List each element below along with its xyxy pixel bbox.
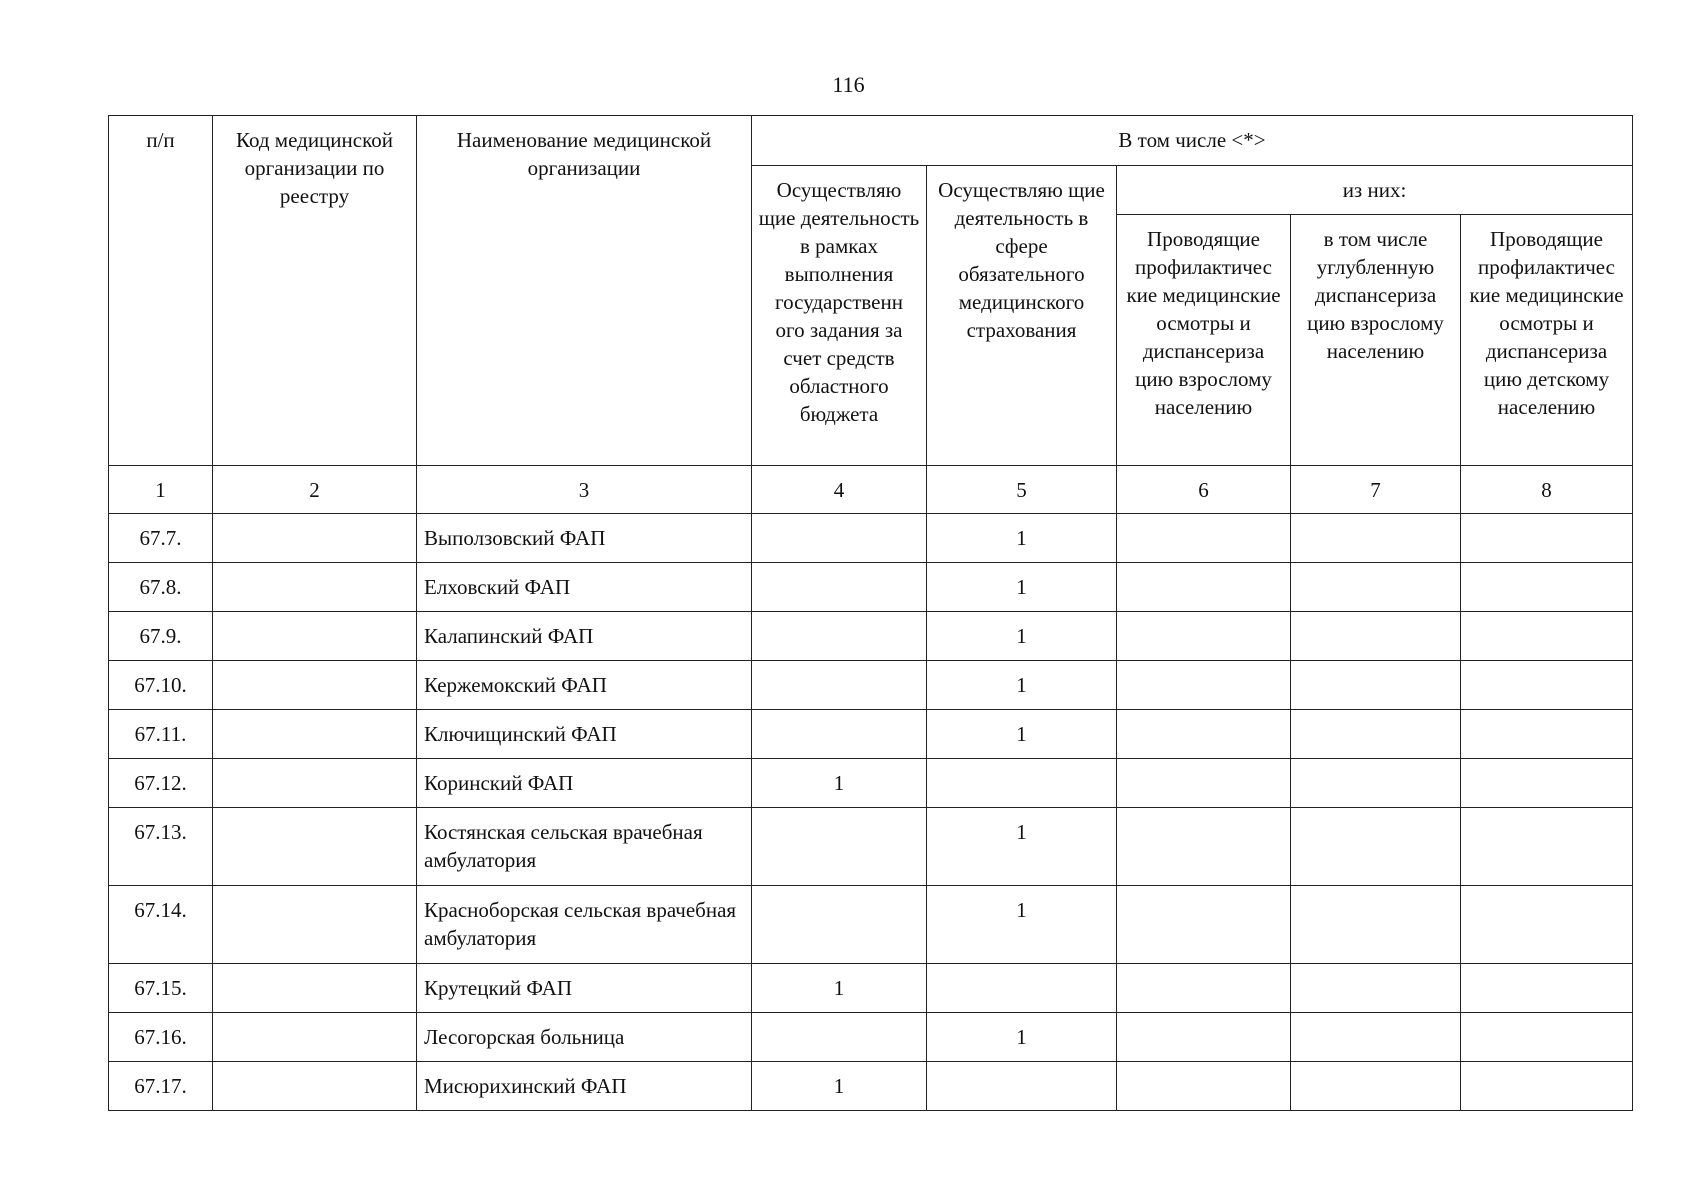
row-col6 bbox=[1117, 1013, 1291, 1062]
row-col5 bbox=[927, 1062, 1117, 1111]
row-num: 67.8. bbox=[109, 563, 213, 612]
row-name: Калапинский ФАП bbox=[417, 612, 752, 661]
header-col8: Проводящие профилактичес кие медицинские осмотры и диспансериза цию детскому населению bbox=[1461, 215, 1633, 466]
row-code bbox=[213, 759, 417, 808]
table-row bbox=[109, 964, 1633, 1013]
row-col6 bbox=[1117, 612, 1291, 661]
row-name: Костянская сельская врачебная амбулатория bbox=[417, 808, 752, 886]
table-row bbox=[109, 808, 1633, 886]
row-col5: 1 bbox=[927, 710, 1117, 759]
row-num: 67.16. bbox=[109, 1013, 213, 1062]
medical-organizations-table bbox=[108, 115, 1633, 1111]
row-col8 bbox=[1461, 1062, 1633, 1111]
column-number: 5 bbox=[927, 466, 1117, 514]
row-col5: 1 bbox=[927, 514, 1117, 563]
row-col4 bbox=[752, 563, 927, 612]
row-col8 bbox=[1461, 710, 1633, 759]
row-col8 bbox=[1461, 563, 1633, 612]
row-col4: 1 bbox=[752, 964, 927, 1013]
header-including: В том числе <*> bbox=[752, 116, 1633, 166]
row-num: 67.12. bbox=[109, 759, 213, 808]
row-col7 bbox=[1291, 759, 1461, 808]
table-row bbox=[109, 1062, 1633, 1111]
header-num: п/п bbox=[109, 116, 213, 466]
row-col8 bbox=[1461, 759, 1633, 808]
row-col8 bbox=[1461, 964, 1633, 1013]
row-col5 bbox=[927, 964, 1117, 1013]
header-name: Наименование медицинской организации bbox=[417, 116, 752, 466]
row-col6 bbox=[1117, 514, 1291, 563]
row-col5: 1 bbox=[927, 563, 1117, 612]
row-col7 bbox=[1291, 1013, 1461, 1062]
row-code bbox=[213, 612, 417, 661]
row-col4: 1 bbox=[752, 759, 927, 808]
row-col4 bbox=[752, 808, 927, 886]
table-row bbox=[109, 563, 1633, 612]
column-number: 3 bbox=[417, 466, 752, 514]
row-col5: 1 bbox=[927, 661, 1117, 710]
header-code: Код медицинской организации по реестру bbox=[213, 116, 417, 466]
row-num: 67.10. bbox=[109, 661, 213, 710]
row-code bbox=[213, 808, 417, 886]
header-row-1 bbox=[109, 116, 1633, 166]
row-col6 bbox=[1117, 964, 1291, 1013]
row-col7 bbox=[1291, 808, 1461, 886]
row-code bbox=[213, 514, 417, 563]
row-name: Выползовский ФАП bbox=[417, 514, 752, 563]
row-col5: 1 bbox=[927, 808, 1117, 886]
table-row bbox=[109, 1013, 1633, 1062]
column-numbers-row bbox=[109, 466, 1633, 514]
table-row bbox=[109, 710, 1633, 759]
row-col6 bbox=[1117, 886, 1291, 964]
row-col5: 1 bbox=[927, 612, 1117, 661]
table-row bbox=[109, 886, 1633, 964]
row-name: Ключищинский ФАП bbox=[417, 710, 752, 759]
row-col4 bbox=[752, 661, 927, 710]
row-code bbox=[213, 1062, 417, 1111]
column-number: 8 bbox=[1461, 466, 1633, 514]
row-name: Крутецкий ФАП bbox=[417, 964, 752, 1013]
row-col6 bbox=[1117, 563, 1291, 612]
table-row bbox=[109, 759, 1633, 808]
table-row bbox=[109, 514, 1633, 563]
row-col5: 1 bbox=[927, 1013, 1117, 1062]
row-name: Елховский ФАП bbox=[417, 563, 752, 612]
row-col6 bbox=[1117, 759, 1291, 808]
row-code bbox=[213, 661, 417, 710]
row-col6 bbox=[1117, 710, 1291, 759]
row-col8 bbox=[1461, 808, 1633, 886]
row-col8 bbox=[1461, 661, 1633, 710]
row-num: 67.11. bbox=[109, 710, 213, 759]
column-number: 7 bbox=[1291, 466, 1461, 514]
row-num: 67.9. bbox=[109, 612, 213, 661]
row-col4: 1 bbox=[752, 1062, 927, 1111]
row-col6 bbox=[1117, 661, 1291, 710]
row-col6 bbox=[1117, 1062, 1291, 1111]
row-num: 67.7. bbox=[109, 514, 213, 563]
row-col7 bbox=[1291, 886, 1461, 964]
row-col7 bbox=[1291, 661, 1461, 710]
table-row bbox=[109, 612, 1633, 661]
row-col7 bbox=[1291, 964, 1461, 1013]
row-num: 67.14. bbox=[109, 886, 213, 964]
row-col6 bbox=[1117, 808, 1291, 886]
header-of-them: из них: bbox=[1117, 166, 1633, 215]
header-col7: в том числе углубленную диспансериза цию взрослому населению bbox=[1291, 215, 1461, 466]
header-col4: Осуществляю щие деятельность в рамках выполнения государственн ого задания за счет средств областного бюджета bbox=[752, 166, 927, 466]
row-num: 67.13. bbox=[109, 808, 213, 886]
row-name: Кержемокский ФАП bbox=[417, 661, 752, 710]
column-number: 2 bbox=[213, 466, 417, 514]
row-col5 bbox=[927, 759, 1117, 808]
row-name: Коринский ФАП bbox=[417, 759, 752, 808]
row-name: Красноборская сельская врачебная амбулатория bbox=[417, 886, 752, 964]
row-code bbox=[213, 1013, 417, 1062]
row-col7 bbox=[1291, 563, 1461, 612]
row-col4 bbox=[752, 886, 927, 964]
row-code bbox=[213, 710, 417, 759]
table-row bbox=[109, 661, 1633, 710]
row-col4 bbox=[752, 1013, 927, 1062]
row-col7 bbox=[1291, 612, 1461, 661]
header-col6: Проводящие профилактичес кие медицинские осмотры и диспансериза цию взрослому населению bbox=[1117, 215, 1291, 466]
row-code bbox=[213, 964, 417, 1013]
row-col8 bbox=[1461, 514, 1633, 563]
row-col7 bbox=[1291, 710, 1461, 759]
row-col4 bbox=[752, 710, 927, 759]
row-col8 bbox=[1461, 1013, 1633, 1062]
row-code bbox=[213, 886, 417, 964]
column-number: 1 bbox=[109, 466, 213, 514]
row-col4 bbox=[752, 514, 927, 563]
row-num: 67.15. bbox=[109, 964, 213, 1013]
row-col5: 1 bbox=[927, 886, 1117, 964]
row-col4 bbox=[752, 612, 927, 661]
row-name: Мисюрихинский ФАП bbox=[417, 1062, 752, 1111]
row-col7 bbox=[1291, 1062, 1461, 1111]
row-col8 bbox=[1461, 612, 1633, 661]
header-col5: Осуществляю щие деятельность в сфере обязательного медицинского страхования bbox=[927, 166, 1117, 466]
row-name: Лесогорская больница bbox=[417, 1013, 752, 1062]
row-code bbox=[213, 563, 417, 612]
column-number: 6 bbox=[1117, 466, 1291, 514]
row-num: 67.17. bbox=[109, 1062, 213, 1111]
row-col7 bbox=[1291, 514, 1461, 563]
row-col8 bbox=[1461, 886, 1633, 964]
page-number: 116 bbox=[832, 72, 865, 97]
column-number: 4 bbox=[752, 466, 927, 514]
